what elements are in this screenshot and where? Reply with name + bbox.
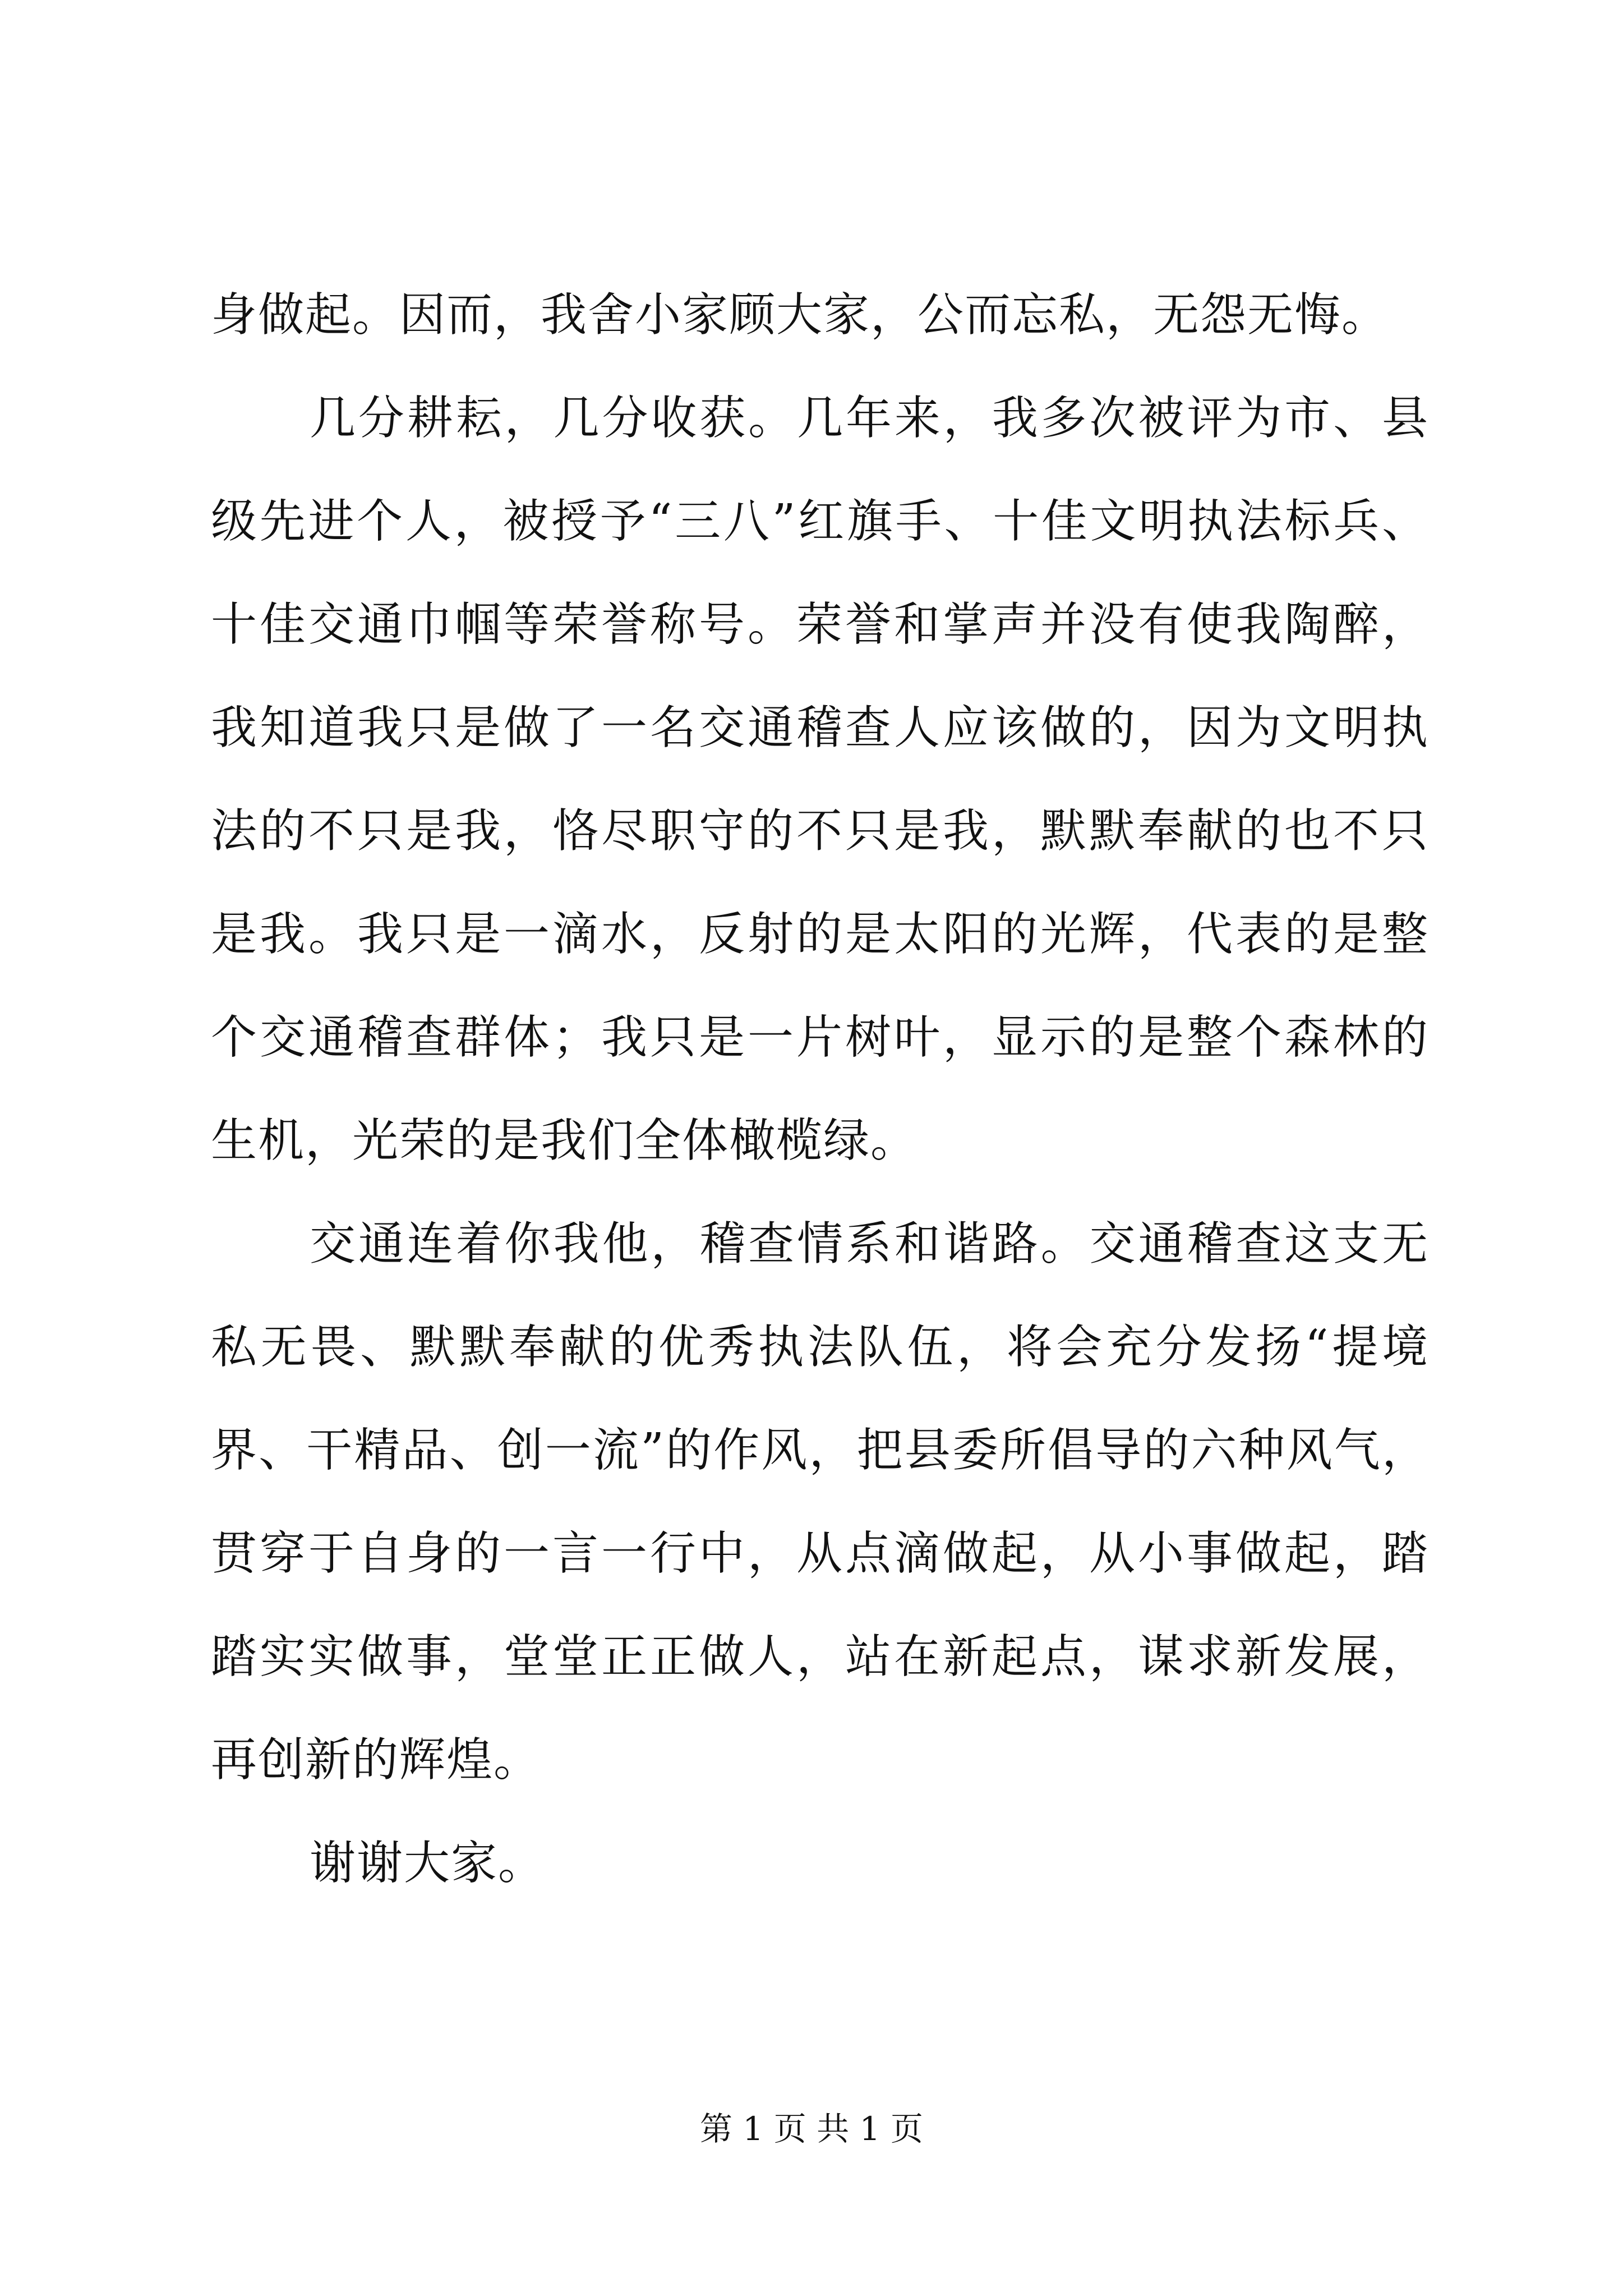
paragraph-2: 几分耕耘，几分收获。几年来，我多次被评为市、县级先进个人，被授予“三八”红旗手、十佳文明执法标兵、十佳交通巾帼等荣誉称号。荣誉和掌声并没有使我陶醉，我知道我只是做了一名交通稽查人应该做的，因为文明执法的不只是我，恪尽职守的不只是我，默默奉献的也不只是我。我只是一滴水，反射的是太阳的光辉，代表的是整个交通稽查群体；我只是一片树叶，显示的是整个森林的生机，光荣的是我们全体橄榄绿。: [211, 392, 1429, 1167]
paragraph-3: 交通连着你我他，稽查情系和谐路。交通稽查这支无私无畏、默默奉献的优秀执法队伍，将会充分发扬“提境界、干精品、创一流”的作风，把县委所倡导的六种风气，贯穿于自身的一言一行中，从点滴做起，从小事做起，踏踏实实做事，堂堂正正做人，站在新起点，谋求新发展，再创新的辉煌。: [211, 1217, 1429, 1787]
paragraph-1: 身做起。因而，我舍小家顾大家，公而忘私，无怨无悔。: [211, 288, 1389, 342]
paragraph-4: 谢谢大家。: [310, 1837, 546, 1890]
document-body: [211, 264, 1429, 1915]
page-number-footer: 第 1 页 共 1 页: [700, 2110, 923, 2148]
